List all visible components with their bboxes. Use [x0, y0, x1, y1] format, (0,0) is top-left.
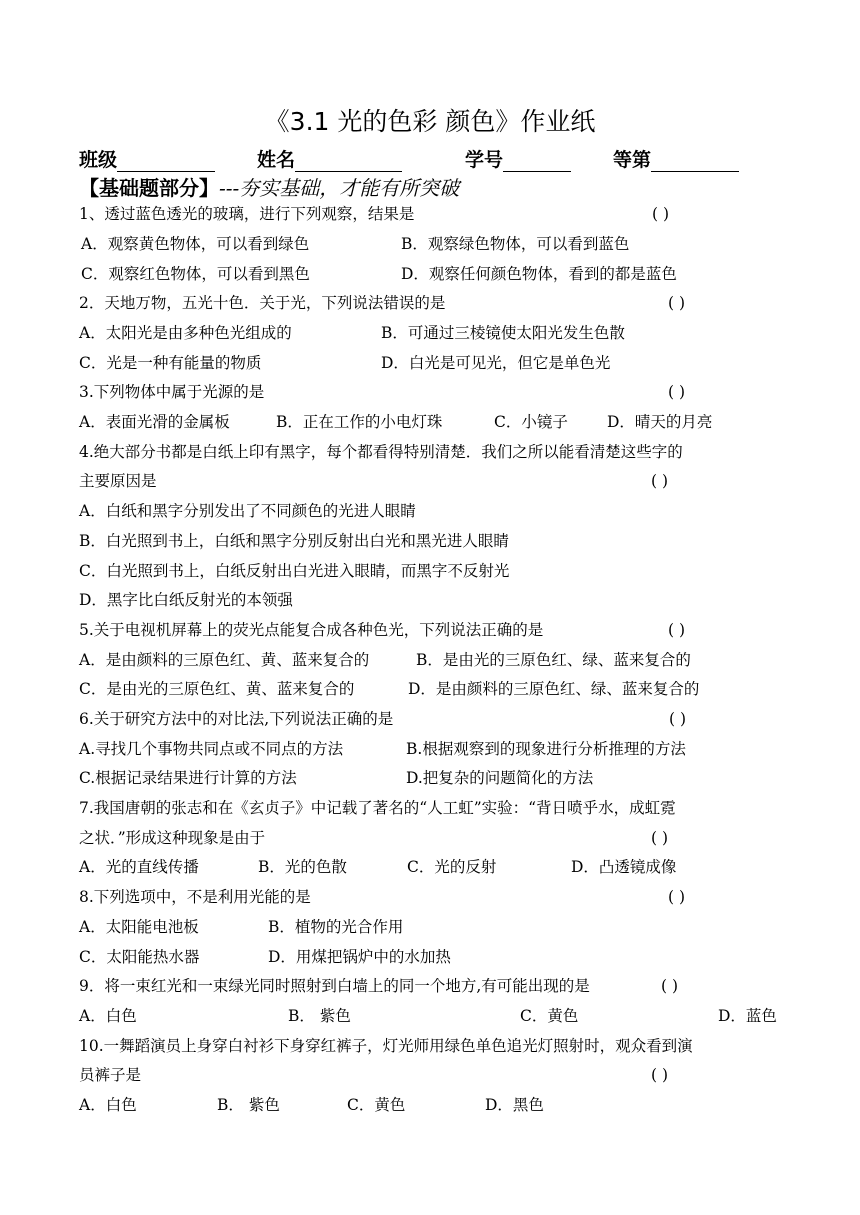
q5-option-c: C．是由光的三原色红、黄、蓝来复合的 — [79, 680, 355, 698]
q8-option-a: A．太阳能电池板 — [79, 918, 199, 936]
q8-option-c: C．太阳能热水器 — [79, 948, 200, 966]
name-blank[interactable] — [295, 151, 402, 172]
q9-option-b: B． 紫色 — [288, 1007, 351, 1025]
q2-option-a: A．太阳光是由多种色光组成的 — [79, 324, 292, 342]
q4-option-a: A．白纸和黑字分别发出了不同颜色的光进人眼睛 — [79, 502, 416, 520]
q3-option-d: D．晴天的月亮 — [607, 413, 713, 431]
section-motto: ---夯实基础，才能有所突破 — [219, 176, 460, 200]
q10-option-a: A．白色 — [79, 1096, 137, 1114]
question-6-stem: 6.关于研究方法中的对比法,下列说法正确的是 — [79, 710, 394, 728]
question-4-stem-line-2: 主要原因是 — [79, 472, 157, 490]
q1-option-d: D．观察任何颜色物体，看到的都是蓝色 — [401, 265, 677, 283]
question-8-stem: 8.下列选项中，不是利用光能的是 — [79, 888, 311, 906]
grade-label: 等第 — [613, 149, 652, 171]
name-label: 姓名 — [257, 149, 296, 171]
q2-option-b: B．可通过三棱镜使太阳光发生色散 — [381, 324, 625, 342]
q10-option-d: D．黑色 — [485, 1096, 544, 1114]
q4-option-b: B．白光照到书上，白纸和黑字分别反射出白光和黑光进人眼睛 — [79, 532, 509, 550]
class-blank[interactable] — [117, 151, 215, 172]
answer-bracket-2[interactable]: ( ) — [668, 294, 686, 312]
answer-bracket-8[interactable]: ( ) — [668, 888, 686, 906]
q5-option-d: D．是由颜料的三原色红、绿、蓝来复合的 — [408, 680, 700, 698]
student-id-label: 学号 — [465, 149, 504, 171]
q3-option-b: B．正在工作的小电灯珠 — [276, 413, 443, 431]
q9-option-d: D．蓝色 — [718, 1007, 777, 1025]
q9-option-a: A．白色 — [79, 1007, 137, 1025]
q6-option-b: B.根据观察到的现象进行分析推理的方法 — [406, 740, 686, 758]
grade-blank[interactable] — [651, 151, 739, 172]
q4-option-c: C．白光照到书上，白纸反射出白光进入眼睛，而黑字不反射光 — [79, 562, 510, 580]
section-header — [79, 172, 459, 201]
student-id-field — [465, 145, 571, 172]
question-1-stem: 1、透过蓝色透光的玻璃，进行下列观察，结果是 — [79, 205, 415, 223]
q8-option-b: B．植物的光合作用 — [268, 918, 404, 936]
q6-option-a: A.寻找几个事物共同点或不同点的方法 — [79, 740, 344, 758]
q7-option-c: C．光的反射 — [407, 858, 497, 876]
q3-option-c: C．小镜子 — [494, 413, 568, 431]
answer-bracket-9[interactable]: ( ) — [661, 977, 679, 995]
q10-option-b: B． 紫色 — [217, 1096, 280, 1114]
q2-option-d: D．白光是可见光，但它是单色光 — [381, 354, 611, 372]
q7-option-d: D．凸透镜成像 — [571, 858, 677, 876]
grade-field — [613, 145, 739, 172]
answer-bracket-4[interactable]: ( ) — [651, 472, 669, 490]
q1-option-c: C．观察红色物体，可以看到黑色 — [81, 265, 310, 283]
answer-bracket-3[interactable]: ( ) — [668, 383, 686, 401]
q8-option-d: D．用煤把锅炉中的水加热 — [268, 948, 451, 966]
answer-bracket-7[interactable]: ( ) — [651, 829, 669, 847]
section-heading: 【基础题部分】 — [79, 176, 219, 200]
question-2-stem: 2．天地万物，五光十色．关于光，下列说法错误的是 — [79, 294, 446, 312]
q1-option-a: A．观察黄色物体，可以看到绿色 — [81, 235, 310, 253]
answer-bracket-10[interactable]: ( ) — [651, 1066, 669, 1084]
answer-bracket-1[interactable]: ( ) — [652, 205, 670, 223]
question-5-stem: 5.关于电视机屏幕上的荧光点能复合成各种色光，下列说法正确的是 — [79, 621, 544, 639]
q5-option-b: B．是由光的三原色红、绿、蓝来复合的 — [416, 651, 691, 669]
question-10-stem-line-1: 10.一舞蹈演员上身穿白衬衫下身穿红裤子，灯光师用绿色单色追光灯照射时，观众看到演 — [79, 1037, 693, 1055]
q10-option-c: C．黄色 — [347, 1096, 406, 1114]
q2-option-c: C．光是一种有能量的物质 — [79, 354, 262, 372]
question-7-stem-line-1: 7.我国唐朝的张志和在《玄贞子》中记载了著名的“人工虹”实验：“背日喷乎水，成虹霓 — [79, 799, 676, 817]
q3-option-a: A．表面光滑的金属板 — [79, 413, 230, 431]
q7-option-b: B．光的色散 — [258, 858, 347, 876]
page-title: 《3.1 光的色彩 颜色》作业纸 — [264, 107, 596, 136]
question-4-stem-line-1: 4.绝大部分书都是白纸上印有黑字，每个都看得特别清楚．我们之所以能看清楚这些字的 — [79, 443, 683, 461]
question-7-stem-line-2: 之状．”形成这种现象是由于 — [79, 829, 266, 847]
q4-option-d: D．黑字比白纸反射光的本领强 — [79, 591, 293, 609]
question-10-stem-line-2: 员裤子是 — [79, 1066, 142, 1084]
answer-bracket-5[interactable]: ( ) — [668, 621, 686, 639]
student-id-blank[interactable] — [503, 151, 571, 172]
name-field — [257, 145, 402, 172]
q7-option-a: A．光的直线传播 — [79, 858, 199, 876]
question-3-stem: 3.下列物体中属于光源的是 — [79, 383, 265, 401]
class-field — [79, 145, 215, 172]
q9-option-c: C．黄色 — [520, 1007, 579, 1025]
q1-option-b: B．观察绿色物体，可以看到蓝色 — [401, 235, 630, 253]
question-9-stem: 9．将一束红光和一束绿光同时照射到白墙上的同一个地方,有可能出现的是 — [79, 977, 590, 995]
q5-option-a: A．是由颜料的三原色红、黄、蓝来复合的 — [79, 651, 370, 669]
answer-bracket-6[interactable]: ( ) — [669, 710, 687, 728]
q6-option-c: C.根据记录结果进行计算的方法 — [79, 769, 297, 787]
class-label: 班级 — [79, 149, 118, 171]
q6-option-d: D.把复杂的问题简化的方法 — [406, 769, 594, 787]
